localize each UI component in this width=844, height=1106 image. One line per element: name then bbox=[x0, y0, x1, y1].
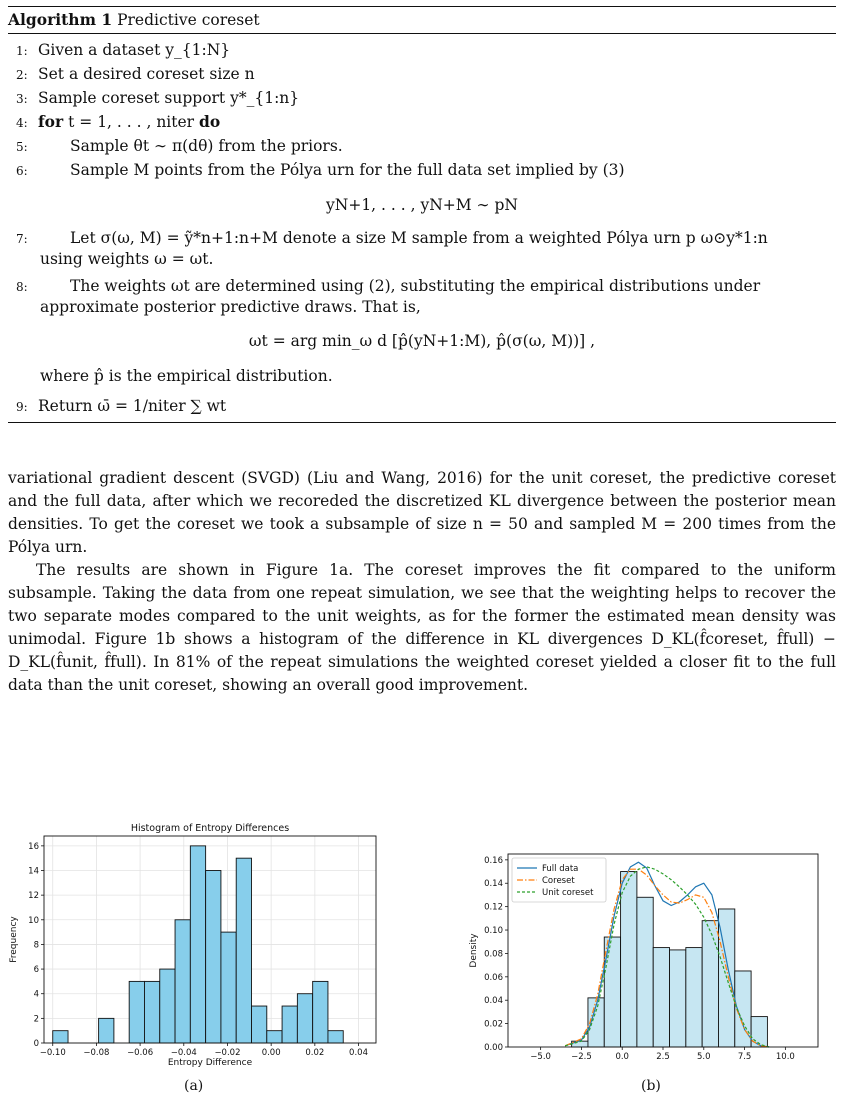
x-tick-label: −0.04 bbox=[170, 1048, 197, 1058]
algorithm-box bbox=[8, 6, 836, 423]
y-tick-label: 2 bbox=[33, 1014, 39, 1025]
density-histogram-bar bbox=[621, 872, 637, 1047]
algo-line-5 bbox=[8, 134, 836, 158]
density-histogram-bar bbox=[653, 948, 669, 1047]
algorithm-label: Algorithm 1 bbox=[8, 10, 113, 29]
x-tick-label: 7.5 bbox=[737, 1052, 752, 1062]
paper-page bbox=[8, 6, 836, 697]
legend-label: Unit coreset bbox=[542, 888, 594, 898]
algo-line-4 bbox=[8, 110, 836, 134]
algo-line-8-cont bbox=[8, 364, 836, 388]
histogram-bar bbox=[282, 1006, 297, 1043]
x-tick-label: 10.0 bbox=[775, 1052, 795, 1062]
histogram-bar bbox=[267, 1031, 282, 1043]
y-tick-label: 0.02 bbox=[484, 1019, 503, 1030]
y-tick-label: 0.04 bbox=[484, 996, 503, 1007]
line-text: where p̂ is the empirical distribution. bbox=[40, 367, 333, 385]
x-tick-label: 2.5 bbox=[656, 1052, 670, 1062]
display-equation-8: ωt = arg min_ω d [p̂(yN+1:M), p̂(σ(ω, M))] , bbox=[248, 332, 596, 350]
y-tick-label: 0.00 bbox=[484, 1043, 503, 1053]
y-tick-label: 0.14 bbox=[484, 879, 503, 890]
line-text: Sample M points from the Pólya urn for the full data set implied by (3) bbox=[70, 161, 625, 179]
line-text-cont: using weights ω = ωt. bbox=[40, 250, 214, 268]
paragraph: The results are shown in Figure 1a. The coreset improves the fit compared to the uniform subsample. Taking the data from one repeat simulation, we see that the weighting helps to recover the two separate modes compared to the unit weights, as for the former the estimated mean density was unimodal. Figure 1b shows a histogram of the difference in KL divergences D_KL(f̂coreset, f̂full) − D_KL(f̂unit, f̂full). In 81% of the repeat simulations the weighted coreset yielded a closer fit to the full data than the unit coreset, showing an overall good improvement. bbox=[8, 561, 836, 694]
histogram-bar bbox=[160, 969, 175, 1043]
histogram-bar bbox=[206, 871, 221, 1044]
y-tick-label: 8 bbox=[33, 940, 39, 951]
density-histogram-bar bbox=[637, 897, 653, 1047]
y-tick-label: 6 bbox=[33, 965, 39, 976]
body-text bbox=[8, 467, 836, 697]
y-axis-label: Density bbox=[469, 933, 479, 968]
histogram-bar bbox=[252, 1006, 267, 1043]
algo-line-6 bbox=[8, 158, 836, 182]
y-tick-label: 0.12 bbox=[484, 902, 503, 913]
density-histogram-bar bbox=[751, 1017, 767, 1047]
figure-row bbox=[0, 808, 844, 1104]
density-histogram-bar bbox=[702, 921, 718, 1047]
y-tick-label: 0.16 bbox=[484, 855, 503, 866]
histogram-bar bbox=[236, 858, 251, 1043]
algo-line-1 bbox=[8, 38, 836, 62]
histogram-bar bbox=[144, 981, 159, 1043]
line-text: Let σ(ω, M) = ỹ*n+1:n+M denote a size M sample from a weighted Pólya urn p ω⊙y*1:n bbox=[70, 229, 768, 247]
legend-label: Coreset bbox=[542, 876, 575, 886]
line-text: Sample coreset support y*_{1:n} bbox=[38, 89, 300, 107]
x-tick-label: 0.02 bbox=[305, 1048, 325, 1058]
line-number: 2: bbox=[16, 68, 28, 82]
line-text: Given a dataset y_{1:N} bbox=[38, 41, 231, 59]
x-tick-label: 0.04 bbox=[349, 1048, 368, 1058]
y-axis-label: Frequency bbox=[9, 916, 19, 963]
histogram-bar bbox=[53, 1031, 68, 1043]
y-tick-label: 14 bbox=[28, 866, 39, 877]
x-tick-label: 0.00 bbox=[261, 1048, 281, 1058]
caption-a: (a) bbox=[184, 1078, 204, 1094]
density-histogram-bar bbox=[670, 950, 686, 1047]
y-tick-label: 0.10 bbox=[484, 926, 503, 937]
line-text-cont: approximate posterior predictive draws. That is, bbox=[40, 298, 421, 316]
histogram-bar bbox=[297, 994, 312, 1043]
algorithm-header bbox=[8, 7, 836, 34]
line-text: Sample θt ∼ π(dθ) from the priors. bbox=[70, 137, 343, 155]
x-tick-label: −2.5 bbox=[571, 1052, 592, 1062]
paragraph: variational gradient descent (SVGD) (Liu and Wang, 2016) for the unit coreset, the predictive coreset and the full data, after which we recoreded the discretized KL divergence between the posterior mean densities. To get the coreset we took a subsample of size n = 50 and sampled M = 200 times from the Pólya urn. bbox=[8, 469, 836, 556]
display-equation-6: yN+1, . . . , yN+M ∼ pN bbox=[326, 196, 518, 214]
y-tick-label: 10 bbox=[28, 915, 39, 926]
line-number: 7: bbox=[16, 232, 28, 246]
histogram-bar bbox=[129, 981, 144, 1043]
y-tick-label: 4 bbox=[33, 989, 39, 1000]
line-text: t = 1, . . . , niter bbox=[68, 113, 195, 131]
x-tick-label: −0.10 bbox=[39, 1048, 66, 1058]
y-tick-label: 12 bbox=[28, 891, 39, 902]
x-tick-label: −5.0 bbox=[530, 1052, 551, 1062]
histogram-bar bbox=[99, 1018, 114, 1043]
histogram-entropy-chart bbox=[4, 816, 384, 1076]
chart-title: Histogram of Entropy Differences bbox=[130, 823, 290, 834]
line-text: Set a desired coreset size n bbox=[38, 65, 255, 83]
algorithm-title: Predictive coreset bbox=[117, 11, 260, 29]
density-histogram-bar bbox=[686, 948, 702, 1047]
y-tick-label: 0.08 bbox=[484, 949, 503, 960]
x-axis-label: Entropy Difference bbox=[167, 1058, 253, 1068]
histogram-bar bbox=[190, 846, 205, 1043]
algo-line-3 bbox=[8, 86, 836, 110]
line-number: 9: bbox=[16, 400, 28, 414]
line-text: The weights ωt are determined using (2), substituting the empirical distributions under bbox=[70, 277, 761, 295]
histogram-bar bbox=[313, 981, 328, 1043]
line-text: Return ω̄ = 1/niter ∑ wt bbox=[38, 397, 227, 415]
caption-b: (b) bbox=[641, 1078, 661, 1094]
y-tick-label: 0.06 bbox=[484, 972, 503, 983]
algo-line-9 bbox=[8, 394, 836, 418]
algo-line-7 bbox=[8, 228, 836, 270]
histogram-bar bbox=[328, 1031, 343, 1043]
algo-line-8 bbox=[8, 276, 836, 318]
x-tick-label: −0.06 bbox=[127, 1048, 154, 1058]
x-tick-label: 0.0 bbox=[615, 1052, 629, 1062]
histogram-bar bbox=[221, 932, 236, 1043]
line-number: 1: bbox=[16, 44, 28, 58]
algo-line-2 bbox=[8, 62, 836, 86]
x-tick-label: −0.02 bbox=[214, 1048, 241, 1058]
keyword-do: do bbox=[199, 112, 221, 131]
line-number: 8: bbox=[16, 280, 28, 294]
keyword-for: for bbox=[38, 112, 64, 131]
line-number: 5: bbox=[16, 140, 28, 154]
line-number: 6: bbox=[16, 164, 28, 178]
histogram-bar bbox=[175, 920, 190, 1043]
y-tick-label: 0 bbox=[33, 1039, 39, 1049]
y-tick-label: 16 bbox=[28, 841, 39, 852]
x-tick-label: −0.08 bbox=[83, 1048, 110, 1058]
line-number: 4: bbox=[16, 116, 28, 130]
line-number: 3: bbox=[16, 92, 28, 106]
density-chart bbox=[466, 846, 826, 1106]
legend-label: Full data bbox=[542, 864, 579, 874]
x-tick-label: 5.0 bbox=[697, 1052, 711, 1062]
